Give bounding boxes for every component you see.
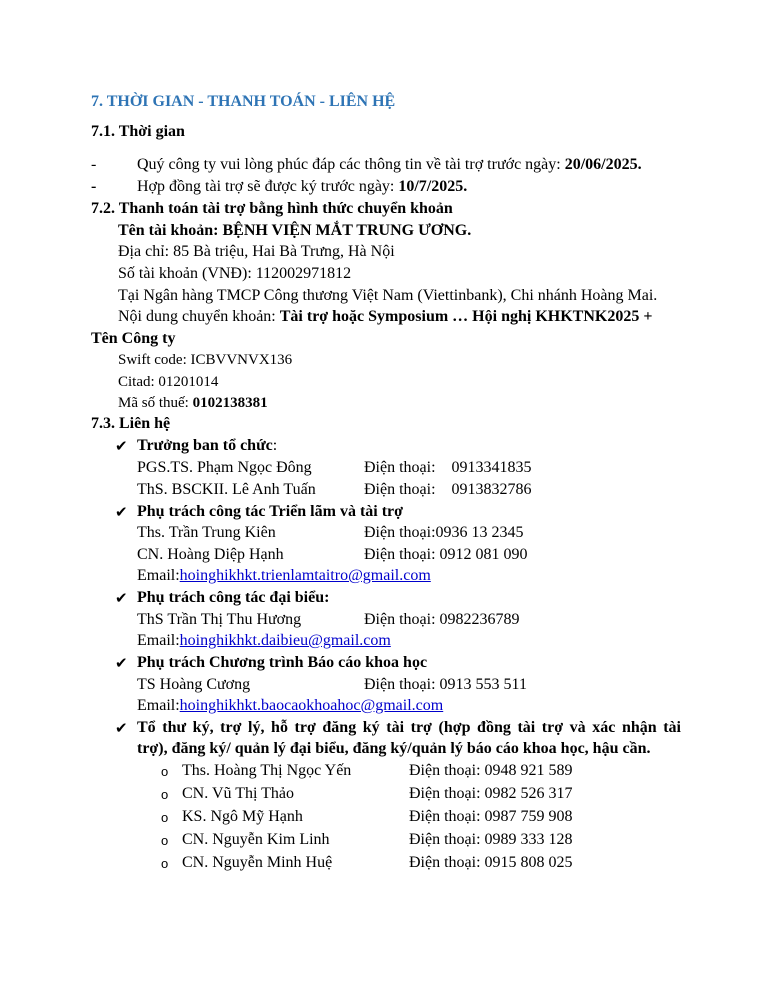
tax-code: [118, 393, 268, 413]
organizing-title-colon: :: [272, 437, 278, 454]
exhibition-email-link[interactable]: hoinghikhkt.trienlamtaitro@gmail.com: [179, 567, 431, 584]
time-item-2-date: 10/7/2025.: [398, 178, 468, 195]
swift-code: Swift code: ICBVVNVX136: [118, 352, 293, 368]
exhibition-email-label: Email:: [137, 567, 180, 584]
exhibition-email-row: [137, 566, 431, 586]
contact-heading: 7.3. Liên hệ: [91, 415, 171, 432]
citad-code: Citad: 01201014: [118, 374, 219, 390]
check-icon: ✔: [115, 503, 128, 521]
section-title: 7. THỜI GIAN - THANH TOÁN - LIÊN HỆ: [91, 93, 396, 110]
delegates-email-label: Email:: [137, 632, 180, 649]
time-item-1-text: Quý công ty vui lòng phúc đáp các thông tin về tài trợ trước ngày:: [137, 156, 565, 173]
delegates-email-row: [137, 631, 391, 651]
secretariat-person-4-phone: Điện thoại: 0989 333 128: [409, 831, 573, 848]
secretariat-person-3-name: KS. Ngô Mỹ Hạnh: [182, 808, 303, 825]
secretariat-person-5-phone: Điện thoại: 0915 808 025: [409, 854, 573, 871]
tax-code-label: Mã số thuế:: [118, 395, 193, 411]
organizing-person-2-name: ThS. BSCKII. Lê Anh Tuấn: [137, 481, 316, 498]
circle-bullet-icon: o: [161, 856, 169, 871]
check-icon: ✔: [115, 719, 128, 737]
science-email-row: [137, 696, 443, 716]
exhibition-title: Phụ trách công tác Triển lãm và tài trợ: [137, 503, 404, 520]
organizing-person-1-name: PGS.TS. Phạm Ngọc Đông: [137, 459, 312, 476]
circle-bullet-icon: o: [161, 833, 169, 848]
account-name: Tên tài khoản: BỆNH VIỆN MẮT TRUNG ƯƠNG.: [118, 222, 472, 239]
check-icon: ✔: [115, 589, 128, 607]
circle-bullet-icon: o: [161, 764, 169, 779]
exhibition-person-2-name: CN. Hoàng Diệp Hạnh: [137, 546, 284, 563]
exhibition-person-1-phone: Điện thoại:0936 13 2345: [364, 524, 524, 541]
time-item-2-text: Hợp đồng tài trợ sẽ được ký trước ngày:: [137, 178, 399, 195]
transfer-content-cont: Tên Công ty: [91, 330, 176, 347]
secretariat-person-1-name: Ths. Hoàng Thị Ngọc Yến: [182, 762, 352, 779]
organizing-title: [137, 436, 277, 456]
secretariat-person-4-name: CN. Nguyễn Kim Linh: [182, 831, 330, 848]
delegates-title: Phụ trách công tác đại biểu:: [137, 589, 330, 606]
circle-bullet-icon: o: [161, 787, 169, 802]
exhibition-person-1-name: Ths. Trần Trung Kiên: [137, 524, 276, 541]
secretariat-title-line-1: Tổ thư ký, trợ lý, hỗ trợ đăng ký tài trợ (hợp đồng tài trợ và xác nhận tài: [137, 719, 681, 736]
organizing-person-1-phone: Điện thoại: 0913341835: [364, 459, 532, 476]
payment-heading: 7.2. Thanh toán tài trợ bằng hình thức chuyển khoản: [91, 200, 453, 217]
time-item-2: [137, 177, 467, 197]
science-title: Phụ trách Chương trình Báo cáo khoa học: [137, 654, 428, 671]
science-person-1-phone: Điện thoại: 0913 553 511: [364, 676, 527, 693]
time-item-1-bullet: -: [91, 156, 97, 173]
tax-code-value: 0102138381: [192, 395, 268, 411]
check-icon: ✔: [115, 654, 128, 672]
time-heading: 7.1. Thời gian: [91, 123, 185, 140]
organizing-person-2-phone: Điện thoại: 0913832786: [364, 481, 532, 498]
delegates-person-1-name: ThS Trần Thị Thu Hương: [137, 611, 302, 628]
time-item-1-date: 20/06/2025.: [564, 156, 642, 173]
circle-bullet-icon: o: [161, 810, 169, 825]
organizing-title-text: Trưởng ban tổ chức: [137, 437, 273, 454]
secretariat-person-5-name: CN. Nguyễn Minh Huệ: [182, 854, 333, 871]
secretariat-person-2-phone: Điện thoại: 0982 526 317: [409, 785, 573, 802]
transfer-content: [118, 307, 652, 327]
transfer-content-value: Tài trợ hoặc Symposium … Hội nghị KHKTNK2025 +: [279, 308, 653, 325]
secretariat-person-3-phone: Điện thoại: 0987 759 908: [409, 808, 573, 825]
account-address: Địa chỉ: 85 Bà triệu, Hai Bà Trưng, Hà Nội: [118, 243, 395, 260]
secretariat-person-2-name: CN. Vũ Thị Thảo: [182, 785, 295, 802]
secretariat-title-line-2: trợ), đăng ký/ quản lý đại biểu, đăng ký/quản lý báo cáo khoa học, hậu cần.: [137, 740, 651, 757]
transfer-content-label: Nội dung chuyển khoản:: [118, 308, 280, 325]
bank-name: Tại Ngân hàng TMCP Công thương Việt Nam (Viettinbank), Chi nhánh Hoàng Mai.: [118, 287, 658, 304]
time-item-1: [137, 155, 642, 175]
science-email-label: Email:: [137, 697, 180, 714]
exhibition-person-2-phone: Điện thoại: 0912 081 090: [364, 546, 528, 563]
check-icon: ✔: [115, 437, 128, 455]
account-number: Số tài khoản (VNĐ): 112002971812: [118, 265, 352, 282]
delegates-email-link[interactable]: hoinghikhkt.daibieu@gmail.com: [179, 632, 391, 649]
science-person-1-name: TS Hoàng Cương: [137, 676, 251, 693]
secretariat-person-1-phone: Điện thoại: 0948 921 589: [409, 762, 573, 779]
delegates-person-1-phone: Điện thoại: 0982236789: [364, 611, 520, 628]
science-email-link[interactable]: hoinghikhkt.baocaokhoahoc@gmail.com: [179, 697, 444, 714]
time-item-2-bullet: -: [91, 178, 97, 195]
